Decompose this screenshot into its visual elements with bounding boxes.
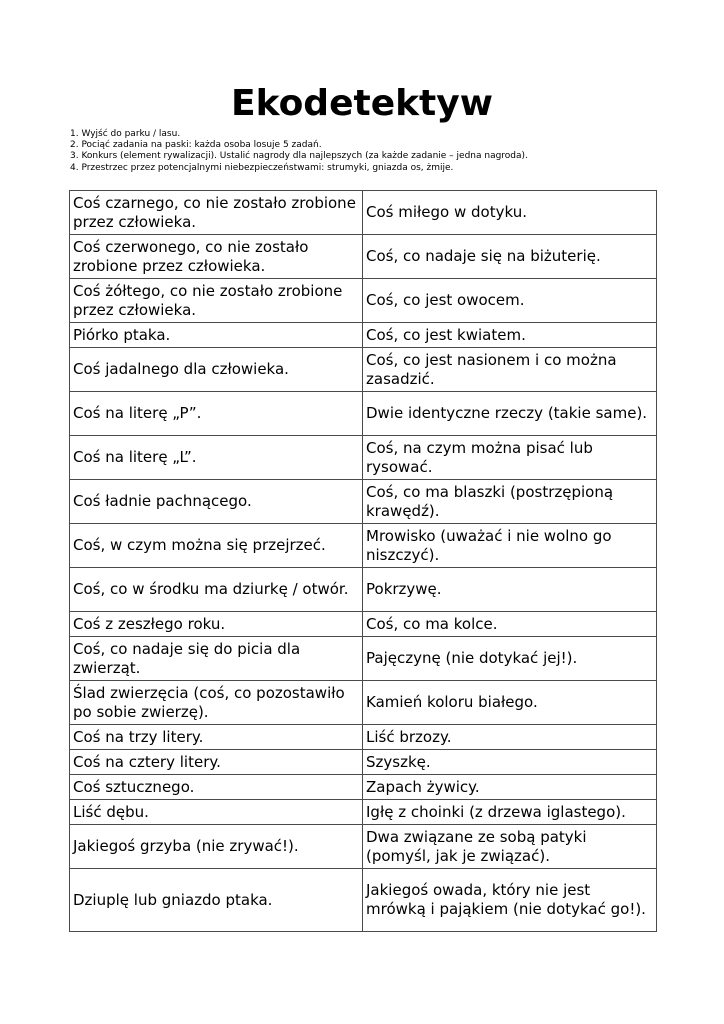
task-cell: Pokrzywę. — [363, 568, 657, 612]
task-cell: Coś, co nadaje się na biżuterię. — [363, 235, 657, 279]
table-row — [70, 612, 657, 637]
task-cell: Dwie identyczne rzeczy (takie same). — [363, 392, 657, 436]
table-row — [70, 323, 657, 348]
task-cell: Coś czerwonego, co nie zostało zrobione przez człowieka. — [70, 235, 363, 279]
task-cell: Coś żółtego, co nie zostało zrobione przez człowieka. — [70, 279, 363, 323]
task-cell: Coś ładnie pachnącego. — [70, 480, 363, 524]
table-row — [70, 191, 657, 235]
table-row — [70, 681, 657, 725]
instruction-item: 4. Przestrzec przez potencjalnymi niebezpieczeństwami: strumyki, gniazda os, żmije. — [70, 162, 454, 173]
task-cell: Coś, co ma kolce. — [363, 612, 657, 637]
task-cell: Liść dębu. — [70, 800, 363, 825]
table-row — [70, 568, 657, 612]
table-row — [70, 524, 657, 568]
task-cell: Liść brzozy. — [363, 725, 657, 750]
page-title: Ekodetektyw — [231, 83, 493, 124]
task-cell: Piórko ptaka. — [70, 323, 363, 348]
task-cell: Coś, co jest owocem. — [363, 279, 657, 323]
task-cell: Coś z zeszłego roku. — [70, 612, 363, 637]
task-cell: Coś, co jest kwiatem. — [363, 323, 657, 348]
table-row — [70, 825, 657, 869]
task-cell: Pajęczynę (nie dotykać jej!). — [363, 637, 657, 681]
task-cell: Dziuplę lub gniazdo ptaka. — [70, 869, 363, 932]
table-row — [70, 279, 657, 323]
task-cell: Coś na literę „L”. — [70, 436, 363, 480]
task-cell: Coś czarnego, co nie zostało zrobione przez człowieka. — [70, 191, 363, 235]
task-cell: Coś, co ma blaszki (postrzępioną krawędź). — [363, 480, 657, 524]
instruction-item: 3. Konkurs (element rywalizacji). Ustalić nagrody dla najlepszych (za każde zadanie – jedna nagroda). — [70, 151, 528, 162]
table-row — [70, 480, 657, 524]
task-cell: Coś, w czym można się przejrzeć. — [70, 524, 363, 568]
instruction-item: 2. Pociąć zadania na paski: każda osoba losuje 5 zadań. — [70, 140, 322, 151]
task-cell: Coś na cztery litery. — [70, 750, 363, 775]
task-cell: Coś, co jest nasionem i co można zasadzić. — [363, 348, 657, 392]
task-cell: Mrowisko (uważać i nie wolno go niszczyć). — [363, 524, 657, 568]
instructions-list — [70, 129, 670, 174]
instruction-item: 1. Wyjść do parku / lasu. — [70, 129, 181, 139]
table-row — [70, 637, 657, 681]
task-cell: Coś na literę „P”. — [70, 392, 363, 436]
tasks-table — [69, 190, 657, 932]
table-row — [70, 235, 657, 279]
table-row — [70, 775, 657, 800]
task-cell: Coś jadalnego dla człowieka. — [70, 348, 363, 392]
table-row — [70, 750, 657, 775]
task-cell: Dwa związane ze sobą patyki (pomyśl, jak je związać). — [363, 825, 657, 869]
table-row — [70, 436, 657, 480]
table-row — [70, 869, 657, 932]
task-cell: Coś, co w środku ma dziurkę / otwór. — [70, 568, 363, 612]
task-cell: Coś na trzy litery. — [70, 725, 363, 750]
table-row — [70, 725, 657, 750]
task-cell: Jakiegoś owada, który nie jest mrówką i pająkiem (nie dotykać go!). — [363, 869, 657, 932]
task-cell: Jakiegoś grzyba (nie zrywać!). — [70, 825, 363, 869]
table-row — [70, 348, 657, 392]
task-cell: Ślad zwierzęcia (coś, co pozostawiło po sobie zwierzę). — [70, 681, 363, 725]
task-cell: Coś miłego w dotyku. — [363, 191, 657, 235]
table-row — [70, 392, 657, 436]
task-cell: Coś sztucznego. — [70, 775, 363, 800]
task-cell: Kamień koloru białego. — [363, 681, 657, 725]
task-cell: Igłę z choinki (z drzewa iglastego). — [363, 800, 657, 825]
task-cell: Zapach żywicy. — [363, 775, 657, 800]
task-cell: Szyszkę. — [363, 750, 657, 775]
task-cell: Coś, co nadaje się do picia dla zwierząt. — [70, 637, 363, 681]
table-row — [70, 800, 657, 825]
task-cell: Coś, na czym można pisać lub rysować. — [363, 436, 657, 480]
